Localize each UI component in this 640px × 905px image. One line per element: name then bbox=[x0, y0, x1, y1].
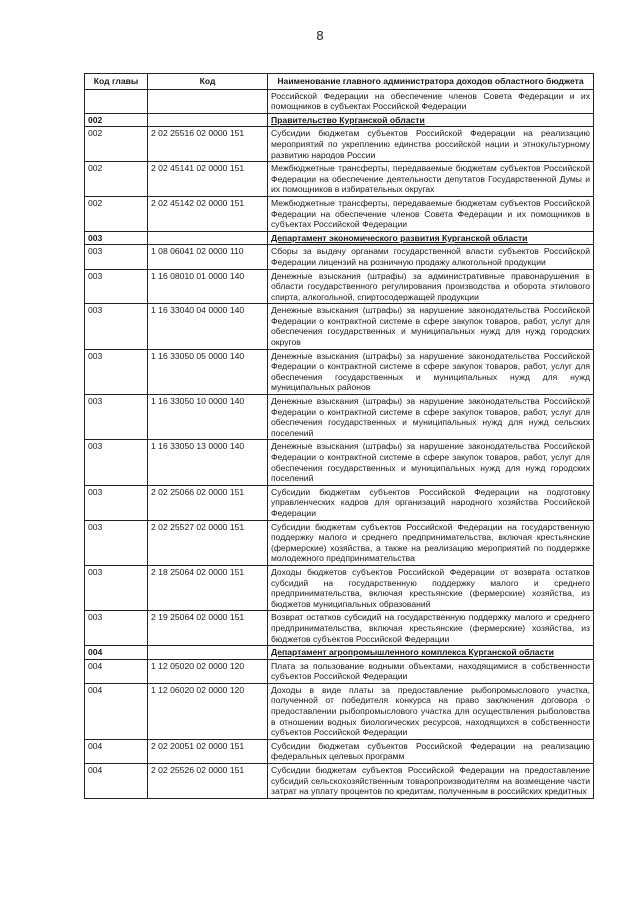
chief-code-cell: 003 bbox=[85, 231, 148, 245]
code-cell: 1 16 33050 05 0000 140 bbox=[148, 349, 268, 394]
table-row bbox=[85, 349, 594, 394]
code-cell: 1 12 06020 02 0000 120 bbox=[148, 683, 268, 739]
chief-code-cell: 003 bbox=[85, 520, 148, 565]
code-cell: 1 12 05020 02 0000 120 bbox=[148, 659, 268, 683]
name-cell: Департамент экономического развития Курганской области bbox=[268, 231, 594, 245]
code-cell: 1 16 33040 04 0000 140 bbox=[148, 304, 268, 349]
name-cell: Межбюджетные трансферты, передаваемые бюджетам субъектов Российской Федерации на обеспечение членов Совета Федерации и их помощников в субъектах Российской Федерации bbox=[268, 196, 594, 231]
chief-code-cell: 004 bbox=[85, 764, 148, 799]
header-code: Код bbox=[148, 74, 268, 90]
chief-code-cell: 003 bbox=[85, 245, 148, 269]
table-row bbox=[85, 764, 594, 799]
name-cell: Департамент агропромышленного комплекса Курганской области bbox=[268, 646, 594, 660]
table-row bbox=[85, 485, 594, 520]
name-cell: Субсидии бюджетам субъектов Российской Федерации на государственную поддержку малого и среднего предпринимательства, включая крестьянские (фермерские) хозяйства, а также на реализацию мероприятий по поддержке молодежного предпринимательства bbox=[268, 520, 594, 565]
chief-code-cell: 004 bbox=[85, 739, 148, 763]
name-cell: Правительство Курганской области bbox=[268, 113, 594, 127]
revenue-administrators-table bbox=[84, 73, 594, 799]
table-row bbox=[85, 739, 594, 763]
name-cell: Денежные взыскания (штрафы) за нарушение законодательства Российской Федерации о контрактной системе в сфере закупок товаров, работ, услуг для обеспечения государственных и муниципальных нужд для нужд муниципальных районов bbox=[268, 349, 594, 394]
code-cell: 1 16 08010 01 0000 140 bbox=[148, 269, 268, 304]
table-row bbox=[85, 659, 594, 683]
table-body bbox=[85, 89, 594, 798]
chief-code-cell: 003 bbox=[85, 440, 148, 485]
table-header-row bbox=[85, 74, 594, 90]
code-cell: 2 18 25064 02 0000 151 bbox=[148, 565, 268, 610]
code-cell bbox=[148, 231, 268, 245]
header-chief-code: Код главы bbox=[85, 74, 148, 90]
code-cell bbox=[148, 113, 268, 127]
chief-code-cell: 003 bbox=[85, 565, 148, 610]
name-cell: Межбюджетные трансферты, передаваемые бюджетам субъектов Российской Федерации на обеспечение деятельности депутатов Государственной Думы и их помощников в избирательных округах bbox=[268, 162, 594, 197]
name-cell: Субсидии бюджетам субъектов Российской Федерации на подготовку управленческих кадров для организаций народного хозяйства Российской Федерации bbox=[268, 485, 594, 520]
code-cell: 2 02 25526 02 0000 151 bbox=[148, 764, 268, 799]
code-cell: 2 02 45141 02 0000 151 bbox=[148, 162, 268, 197]
chief-code-cell bbox=[85, 89, 148, 113]
chief-code-cell: 003 bbox=[85, 485, 148, 520]
table-row bbox=[85, 565, 594, 610]
code-cell: 2 02 20051 02 0000 151 bbox=[148, 739, 268, 763]
name-cell: Субсидии бюджетам субъектов Российской Федерации на реализацию мероприятий по укреплению единства российской нации и этнокультурному развитию народов России bbox=[268, 127, 594, 162]
name-cell: Сборы за выдачу органами государственной власти субъектов Российской Федерации лицензий на розничную продажу алкогольной продукции bbox=[268, 245, 594, 269]
chief-code-cell: 002 bbox=[85, 127, 148, 162]
name-cell: Доходы в виде платы за предоставление рыбопромыслового участка, полученной от победителя конкурса на право заключения договора о предоставлении рыбопромыслового участка для осуществления рыболовства в отношении водных биологических ресурсов, находящихся в собственности субъектов Российской Федерации bbox=[268, 683, 594, 739]
name-cell: Денежные взыскания (штрафы) за нарушение законодательства Российской Федерации о контрактной системе в сфере закупок товаров, работ, услуг для обеспечения государственных и муниципальных нужд для нужд городских округов bbox=[268, 304, 594, 349]
header-name: Наименование главного администратора доходов областного бюджета bbox=[268, 74, 594, 90]
table-row bbox=[85, 196, 594, 231]
code-cell: 2 19 25064 02 0000 151 bbox=[148, 611, 268, 646]
chief-code-cell: 004 bbox=[85, 659, 148, 683]
section-row bbox=[85, 231, 594, 245]
code-cell: 2 02 25527 02 0000 151 bbox=[148, 520, 268, 565]
code-cell: 1 16 33050 10 0000 140 bbox=[148, 395, 268, 440]
code-cell: 1 08 06041 02 0000 110 bbox=[148, 245, 268, 269]
chief-code-cell: 003 bbox=[85, 611, 148, 646]
name-cell: Субсидии бюджетам субъектов Российской Федерации на реализацию федеральных целевых программ bbox=[268, 739, 594, 763]
chief-code-cell: 003 bbox=[85, 269, 148, 304]
table-row bbox=[85, 683, 594, 739]
code-cell bbox=[148, 646, 268, 660]
name-cell: Доходы бюджетов субъектов Российской Федерации от возврата остатков субсидий на государственную поддержку малого и среднего предпринимательства, включая крестьянские (фермерские) хозяйства, из бюджетов муниципальных образований bbox=[268, 565, 594, 610]
code-cell: 2 02 25516 02 0000 151 bbox=[148, 127, 268, 162]
code-cell: 2 02 25066 02 0000 151 bbox=[148, 485, 268, 520]
table-row bbox=[85, 245, 594, 269]
table-row bbox=[85, 440, 594, 485]
chief-code-cell: 004 bbox=[85, 646, 148, 660]
table-row bbox=[85, 162, 594, 197]
table-row bbox=[85, 89, 594, 113]
code-cell: 2 02 45142 02 0000 151 bbox=[148, 196, 268, 231]
name-cell: Плата за пользование водными объектами, находящимися в собственности субъектов Российской Федерации bbox=[268, 659, 594, 683]
chief-code-cell: 002 bbox=[85, 196, 148, 231]
name-cell: Российской Федерации на обеспечение членов Совета Федерации и их помощников в субъектах Российской Федерации bbox=[268, 89, 594, 113]
chief-code-cell: 002 bbox=[85, 162, 148, 197]
chief-code-cell: 002 bbox=[85, 113, 148, 127]
code-cell bbox=[148, 89, 268, 113]
chief-code-cell: 003 bbox=[85, 349, 148, 394]
table-row bbox=[85, 520, 594, 565]
chief-code-cell: 003 bbox=[85, 395, 148, 440]
table-row bbox=[85, 127, 594, 162]
table-row bbox=[85, 304, 594, 349]
chief-code-cell: 004 bbox=[85, 683, 148, 739]
section-row bbox=[85, 646, 594, 660]
name-cell: Денежные взыскания (штрафы) за административные правонарушения в области государственного регулирования производства и оборота этилового спирта, алкогольной, спиртосодержащей продукции bbox=[268, 269, 594, 304]
name-cell: Субсидии бюджетам субъектов Российской Федерации на предоставление субсидий сельскохозяйственным товаропроизводителям на возмещение части затрат на уплату процентов по кредитам, полученным в российских кредитных bbox=[268, 764, 594, 799]
table-row bbox=[85, 611, 594, 646]
table-row bbox=[85, 395, 594, 440]
name-cell: Денежные взыскания (штрафы) за нарушение законодательства Российской Федерации о контрактной системе в сфере закупок товаров, работ, услуг для обеспечения государственных и муниципальных нужд для нужд сельских поселений bbox=[268, 395, 594, 440]
page-number: 8 bbox=[316, 28, 324, 43]
name-cell: Возврат остатков субсидий на государственную поддержку малого и среднего предпринимательства, включая крестьянские (фермерские) хозяйства, из бюджетов субъектов Российской Федерации bbox=[268, 611, 594, 646]
code-cell: 1 16 33050 13 0000 140 bbox=[148, 440, 268, 485]
chief-code-cell: 003 bbox=[85, 304, 148, 349]
name-cell: Денежные взыскания (штрафы) за нарушение законодательства Российской Федерации о контрактной системе в сфере закупок товаров, работ, услуг для обеспечения государственных и муниципальных нужд для нужд городских поселений bbox=[268, 440, 594, 485]
table-row bbox=[85, 269, 594, 304]
section-row bbox=[85, 113, 594, 127]
